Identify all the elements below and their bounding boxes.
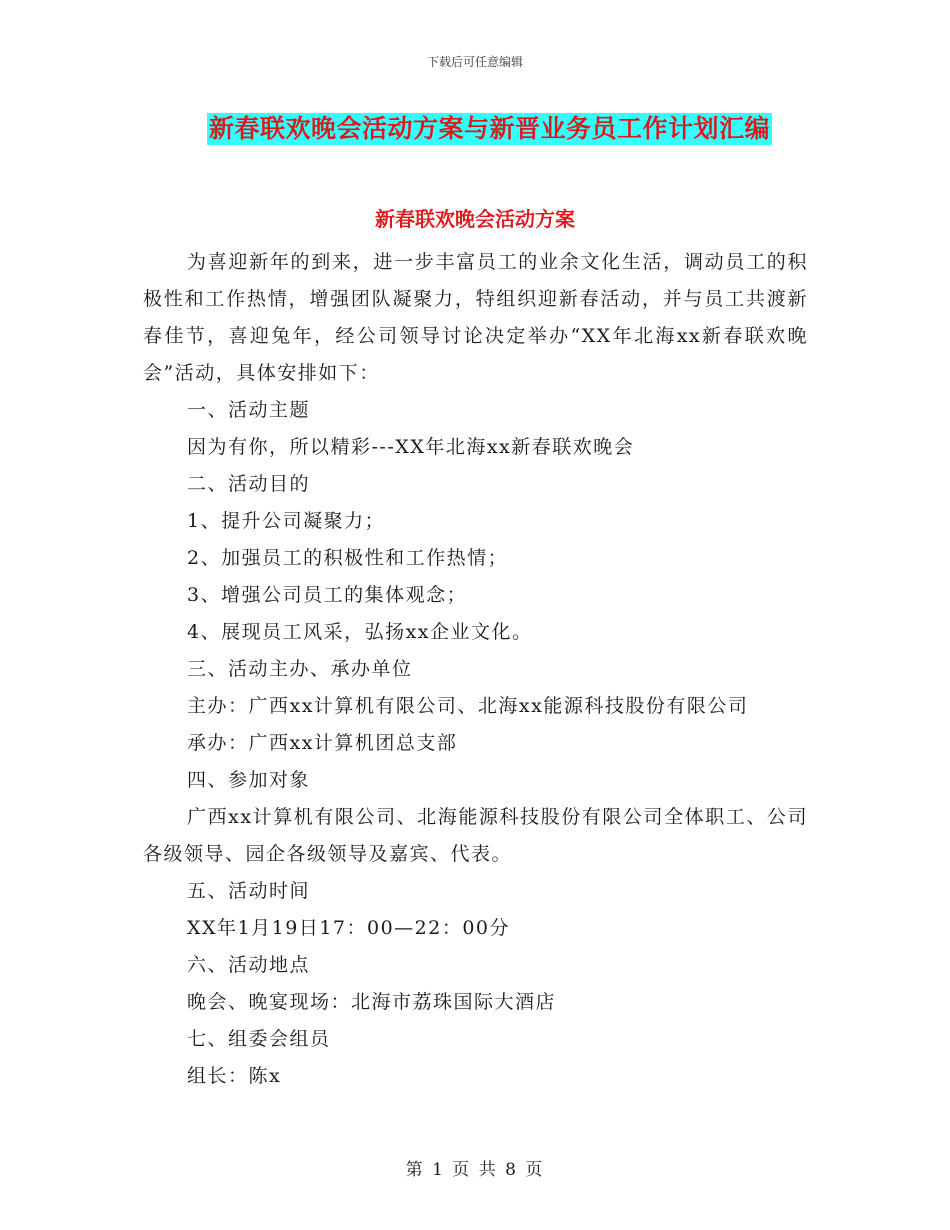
purpose-item-1: 1、提升公司凝聚力； (187, 510, 386, 532)
heading-organizers: 三、活动主办、承办单位 (187, 658, 413, 680)
heading-purpose: 二、活动目的 (187, 473, 311, 495)
header-note: 下载后可任意编辑 (426, 55, 523, 69)
heading-theme: 一、活动主题 (187, 399, 311, 421)
heading-time: 五、活动时间 (187, 880, 311, 902)
venue-text: 晚会、晚宴现场：北海市荔珠国际大酒店 (187, 991, 557, 1013)
co-host-text: 承办：广西xx计算机团总支部 (187, 732, 458, 754)
time-text: XX年1月19日17：00—22：00分 (187, 917, 511, 939)
purpose-item-3: 3、增强公司员工的集体观念； (187, 584, 468, 606)
section-title: 新春联欢晚会活动方案 (375, 207, 575, 231)
heading-committee: 七、组委会组员 (187, 1028, 331, 1050)
heading-participants: 四、参加对象 (187, 769, 311, 791)
page-footer: 第 1 页 共 8 页 (405, 1160, 545, 1180)
committee-leader: 组长：陈x (187, 1065, 282, 1087)
intro-paragraph: 为喜迎新年的到来，进一步丰富员工的业余文化生活，调动员工的积极性和工作热情，增强团队凝聚力，特组织迎新春活动，并与员工共渡新春佳节，喜迎兔年，经公司领导讨论决定举办“XX年北海xx新春联欢晚会”活动，具体安排如下： (143, 251, 808, 384)
document-title: 新春联欢晚会活动方案与新晋业务员工作计划汇编 (209, 114, 771, 143)
participants-paragraph: 广西xx计算机有限公司、北海能源科技股份有限公司全体职工、公司各级领导、园企各级领导及嘉宾、代表。 (143, 806, 808, 865)
purpose-item-4: 4、展现员工风采，弘扬xx企业文化。 (187, 621, 533, 643)
heading-venue: 六、活动地点 (187, 954, 311, 976)
theme-text: 因为有你，所以精彩---XX年北海xx新春联欢晚会 (187, 436, 635, 458)
host-text: 主办：广西xx计算机有限公司、北海xx能源科技股份有限公司 (187, 695, 749, 717)
document-body (143, 244, 808, 1095)
purpose-item-2: 2、加强员工的积极性和工作热情； (187, 547, 509, 569)
